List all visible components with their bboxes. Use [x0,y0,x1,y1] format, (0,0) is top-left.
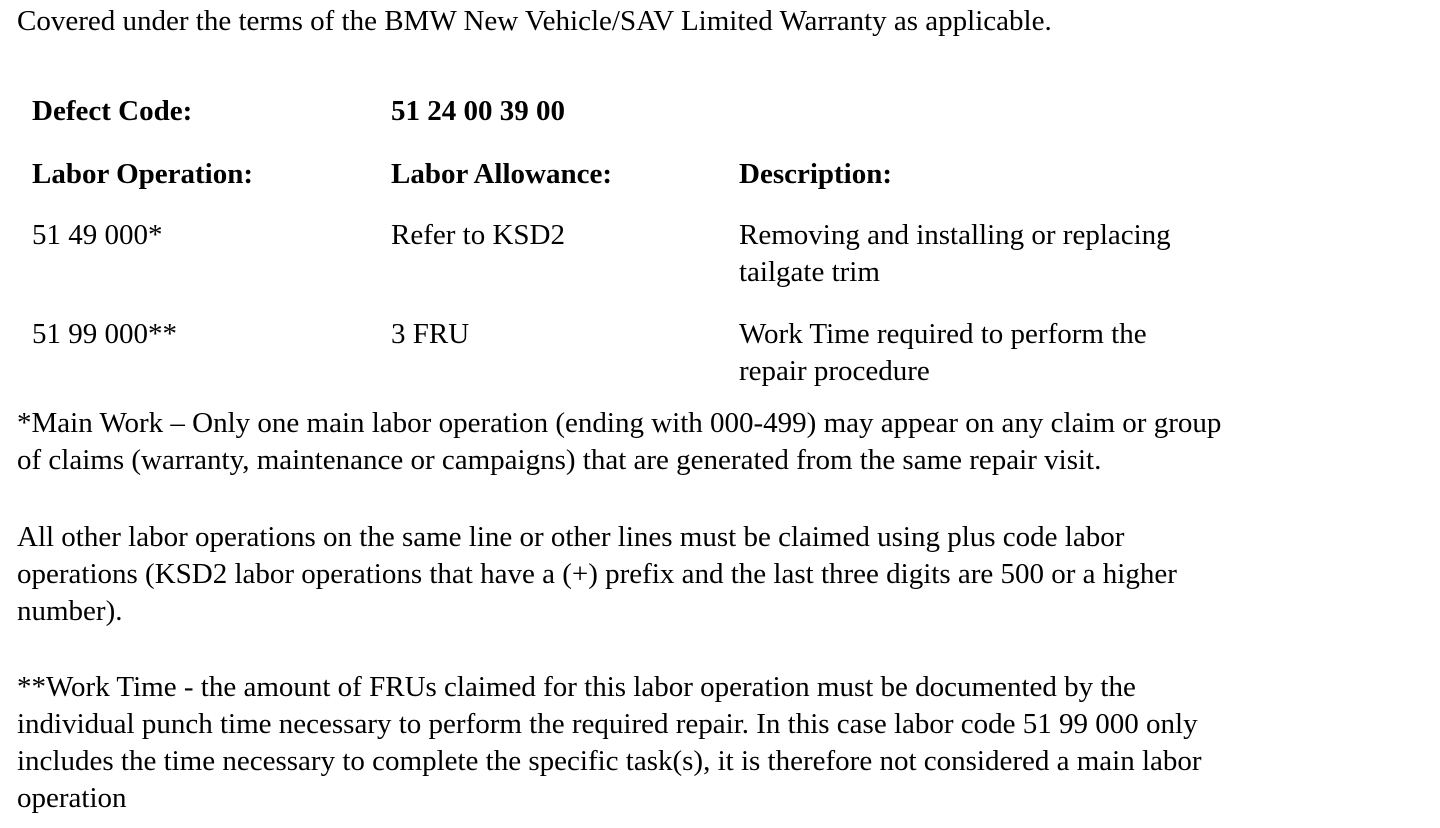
header-labor-operation: Labor Operation: [32,158,253,190]
description-line: repair procedure [739,355,930,387]
note-line: operation [17,782,127,814]
main-work-note [17,405,1427,479]
labor-allowance-cell: Refer to KSD2 [391,219,565,251]
labor-operation-cell: 51 99 000** [32,318,177,350]
defect-code-value: 51 24 00 39 00 [391,95,565,127]
labor-allowance-cell: 3 FRU [391,318,470,350]
header-description: Description: [739,158,893,190]
header-labor-allowance: Labor Allowance: [391,158,612,190]
note-line: *Main Work – Only one main labor operation (ending with 000-499) may appear on any claim or group [17,407,1222,439]
work-time-note [17,669,1427,817]
note-line: operations (KSD2 labor operations that have a (+) prefix and the last three digits are 500 or a higher [17,558,1177,590]
note-line: includes the time necessary to complete the specific task(s), it is therefore not considered a main labor [17,745,1202,777]
coverage-statement: Covered under the terms of the BMW New Vehicle/SAV Limited Warranty as applicable. [17,5,1052,37]
description-line: Removing and installing or replacing [739,219,1171,251]
labor-operation-cell: 51 49 000* [32,219,163,251]
description-cell [739,217,1171,291]
note-line: of claims (warranty, maintenance or campaigns) that are generated from the same repair visit. [17,444,1102,476]
other-operations-note [17,519,1427,630]
description-cell [739,316,1147,390]
description-line: Work Time required to perform the [739,318,1147,350]
note-line: number). [17,595,123,627]
note-line: individual punch time necessary to perform the required repair. In this case labor code 51 99 000 only [17,708,1198,740]
description-line: tailgate trim [739,256,880,288]
note-line: **Work Time - the amount of FRUs claimed for this labor operation must be documented by the [17,671,1136,703]
defect-code-label: Defect Code: [32,95,193,127]
note-line: All other labor operations on the same line or other lines must be claimed using plus code labor [17,521,1125,553]
